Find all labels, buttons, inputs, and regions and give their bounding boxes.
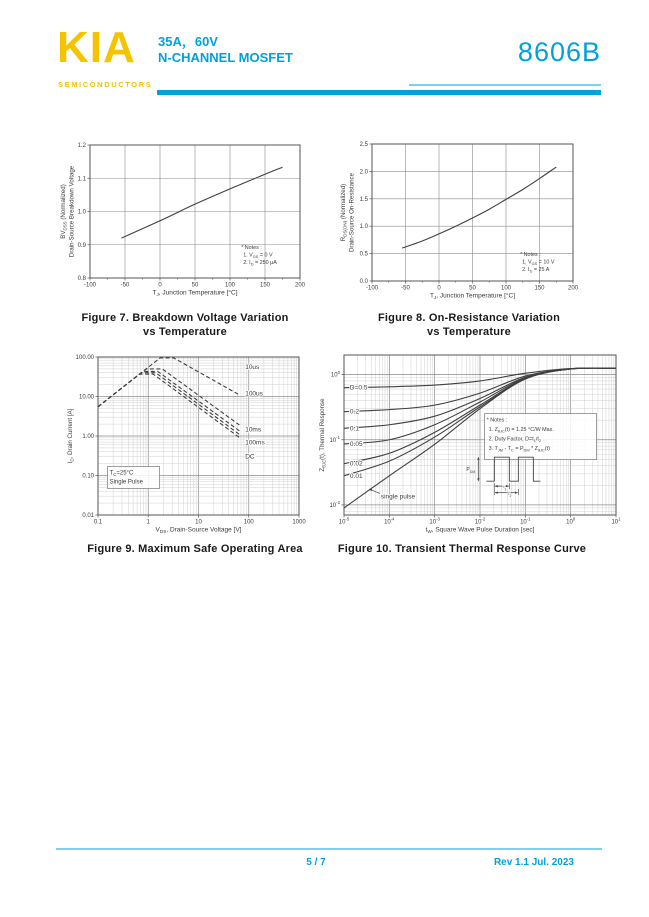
svg-text:100.00: 100.00 [75, 355, 94, 361]
svg-text:100ms: 100ms [245, 439, 265, 447]
figure-10-plot [316, 345, 628, 537]
svg-text:0.9: 0.9 [77, 242, 86, 249]
svg-text:TC=25°C: $T_C=25^\circ C$ [109, 470, 134, 478]
device-rating: 35A，60V [158, 34, 218, 49]
figure-9-plot [60, 345, 330, 537]
svg-text:0.10: 0.10 [82, 473, 94, 480]
svg-text:100: 100 [500, 285, 512, 292]
figure-7-breakdown-voltage [55, 130, 315, 345]
svg-text:VDS, Drain-Source Voltage [V]: $V_{DS}$, Drain-Source Voltage [V] [155, 526, 242, 535]
svg-text:1.5: 1.5 [359, 196, 368, 203]
svg-text:100: $10^0$ [330, 369, 340, 379]
svg-text:0.0: 0.0 [359, 279, 368, 285]
svg-text:0.01: 0.01 [82, 513, 94, 519]
header-rule-thin [409, 84, 601, 86]
svg-text:* Notes :: * Notes : [241, 245, 262, 252]
svg-text:100: 100 [243, 519, 254, 526]
figure-8-caption [338, 311, 600, 339]
figure-7-caption [55, 311, 315, 339]
figure-9-safe-operating-area [60, 345, 330, 563]
device-type: N-CHANNEL MOSFET [158, 50, 293, 65]
svg-text:* Notes :: * Notes : [520, 251, 541, 258]
svg-text:1. VGS = 10 V: 1. $V_{GS} = 10$ V [522, 259, 555, 266]
svg-text:-100: -100 [365, 285, 379, 292]
svg-text:2.0: 2.0 [359, 169, 368, 176]
svg-text:10us: 10us [245, 363, 260, 371]
figure-9-caption [60, 542, 330, 556]
svg-text:* Notes :: * Notes : [486, 417, 508, 424]
svg-text:Drain-Source On-Resistance: Drain-Source On-Resistance [348, 172, 356, 253]
svg-text:0.1: 0.1 [93, 519, 103, 526]
svg-text:10-5: $10^{-5}$ [338, 516, 350, 526]
svg-text:PDM: $P_{DM}$ [466, 467, 476, 474]
svg-text:0: 0 [158, 282, 162, 289]
svg-text:2. ID = 25 A: 2. $I_D = 25$ A [522, 266, 550, 274]
figure-7-caption-line1: Figure 7. Breakdown Voltage Variation [81, 312, 289, 324]
svg-text:100: 100 [224, 282, 236, 289]
figure-9-caption-line1: Figure 9. Maximum Safe Operating Area [87, 543, 303, 555]
svg-text:150: 150 [259, 282, 271, 289]
svg-text:Drain-Source Breakdown Voltage: Drain-Source Breakdown Voltage [68, 165, 76, 258]
svg-text:Single Pulse: Single Pulse [109, 479, 143, 486]
svg-text:10.00: 10.00 [78, 394, 94, 401]
figure-10-caption [316, 542, 608, 556]
svg-text:10-3: $10^{-3}$ [429, 516, 440, 526]
svg-text:10-1: $10^{-1}$ [329, 434, 340, 444]
svg-text:TJ, Junction Temperature [°C]: $T_J$, Junction Temperature [°C] [429, 292, 516, 301]
svg-text:101: $10^1$ [611, 516, 621, 526]
figure-8-plot [338, 130, 600, 310]
svg-text:1. VGS = 0 V: 1. $V_{GS} = 0$ V [243, 252, 273, 260]
svg-text:0.05: 0.05 [349, 441, 363, 449]
svg-text:150: 150 [534, 285, 545, 292]
svg-text:10: 10 [195, 519, 202, 526]
svg-text:1. ZθJC(t) = 1.25 °C/W Max.: 1. $Z_{\theta JC}(t) = 1.25$ °C/W Max. [488, 427, 554, 434]
svg-text:1.0: 1.0 [359, 224, 368, 231]
svg-text:1.1: 1.1 [77, 176, 86, 183]
svg-text:100: $10^0$ [566, 516, 576, 526]
figure-8-caption-line1: Figure 8. On-Resistance Variation [377, 312, 561, 324]
svg-text:200: 200 [294, 282, 306, 289]
revision-label: Rev 1.1 Jul. 2023 [493, 857, 574, 868]
svg-text:1.00: 1.00 [82, 434, 94, 440]
svg-text:0.02: 0.02 [349, 460, 363, 468]
svg-text:-50: -50 [120, 282, 130, 289]
svg-text:tW, Square Wave Pulse Duration: $t_W$, Square Wave Pulse Duration [sec] [425, 526, 535, 535]
svg-text:single pulse: single pulse [380, 493, 416, 501]
svg-text:0.1: 0.1 [349, 425, 359, 433]
svg-text:ZθJC(t), Thermal Response: $Z_{\theta JC}(t)$, Thermal Response [319, 398, 327, 472]
svg-text:BVDSS (Normalized): $BV_{DSS}$ (Normalized) [60, 184, 68, 239]
svg-text:2. Duty Factor, D=t1/t2: 2. Duty Factor, $D=t_1/t_2$ [488, 436, 542, 444]
figure-8-on-resistance [338, 130, 600, 345]
svg-text:-100: -100 [83, 282, 97, 289]
footer-rule [56, 848, 602, 850]
svg-text:50: 50 [469, 285, 476, 292]
svg-text:0: 0 [437, 285, 441, 292]
svg-text:DC: DC [245, 453, 255, 461]
svg-text:10-1: $10^{-1}$ [520, 516, 531, 526]
svg-text:2.5: 2.5 [359, 142, 368, 148]
page-number: 5 / 7 [306, 857, 326, 868]
svg-text:100us: 100us [245, 390, 263, 398]
figure-8-caption-line2: vs Temperature [427, 326, 511, 338]
svg-text:ID, Drain Current [A]: $I_D$, Drain Current [A] [67, 408, 75, 464]
svg-text:RDS(ON) (Normalized): $R_{DS(ON)}$ (Normalized) [340, 183, 348, 242]
svg-text:-50: -50 [401, 285, 410, 292]
svg-text:t1: $t_1$ [503, 484, 507, 492]
svg-text:1: 1 [146, 519, 150, 526]
figure-10-caption-line1: Figure 10. Transient Thermal Response Curve [337, 543, 587, 555]
svg-text:1.2: 1.2 [77, 143, 86, 149]
figure-10-thermal-response [316, 345, 628, 563]
svg-text:10-4: $10^{-4}$ [384, 516, 395, 526]
figure-7-plot [55, 130, 315, 310]
pulse-waveform-inset [466, 457, 540, 498]
svg-text:0.01: 0.01 [349, 472, 363, 480]
svg-text:10-2: $10^{-2}$ [329, 500, 340, 509]
kia-logo-subtext: SEMICONDUCTORS [58, 80, 153, 89]
kia-logo: KIA [57, 23, 136, 72]
svg-text:2. ID = 250 μA: 2. $I_D = 250$ μA [243, 260, 277, 267]
header-rule-thick [157, 90, 601, 95]
svg-text:10ms: 10ms [245, 426, 262, 434]
svg-text:TJ, Junction Temperature [°C]: $T_J$, Junction Temperature [°C] [152, 289, 238, 298]
figure-7-caption-line2: vs Temperature [143, 326, 227, 338]
svg-text:0.5: 0.5 [359, 251, 368, 258]
svg-text:10-2: $10^{-2}$ [474, 516, 486, 526]
svg-text:1000: 1000 [292, 519, 306, 526]
svg-text:200: 200 [567, 285, 579, 292]
svg-text:50: 50 [191, 282, 199, 289]
svg-text:0.8: 0.8 [77, 276, 86, 282]
svg-text:3. TJM - TC = PDM * ZθJC(t): 3. $T_{JM} - T_C = P_{DM} * Z_{\theta JC}(t)$ [488, 446, 550, 453]
part-number: 8606B [517, 37, 601, 67]
svg-text:0.2: 0.2 [349, 408, 359, 416]
svg-text:D=0.5: D=0.5 [349, 384, 368, 392]
svg-text:t2: $t_2$ [508, 491, 512, 498]
svg-text:1.0: 1.0 [77, 209, 86, 216]
